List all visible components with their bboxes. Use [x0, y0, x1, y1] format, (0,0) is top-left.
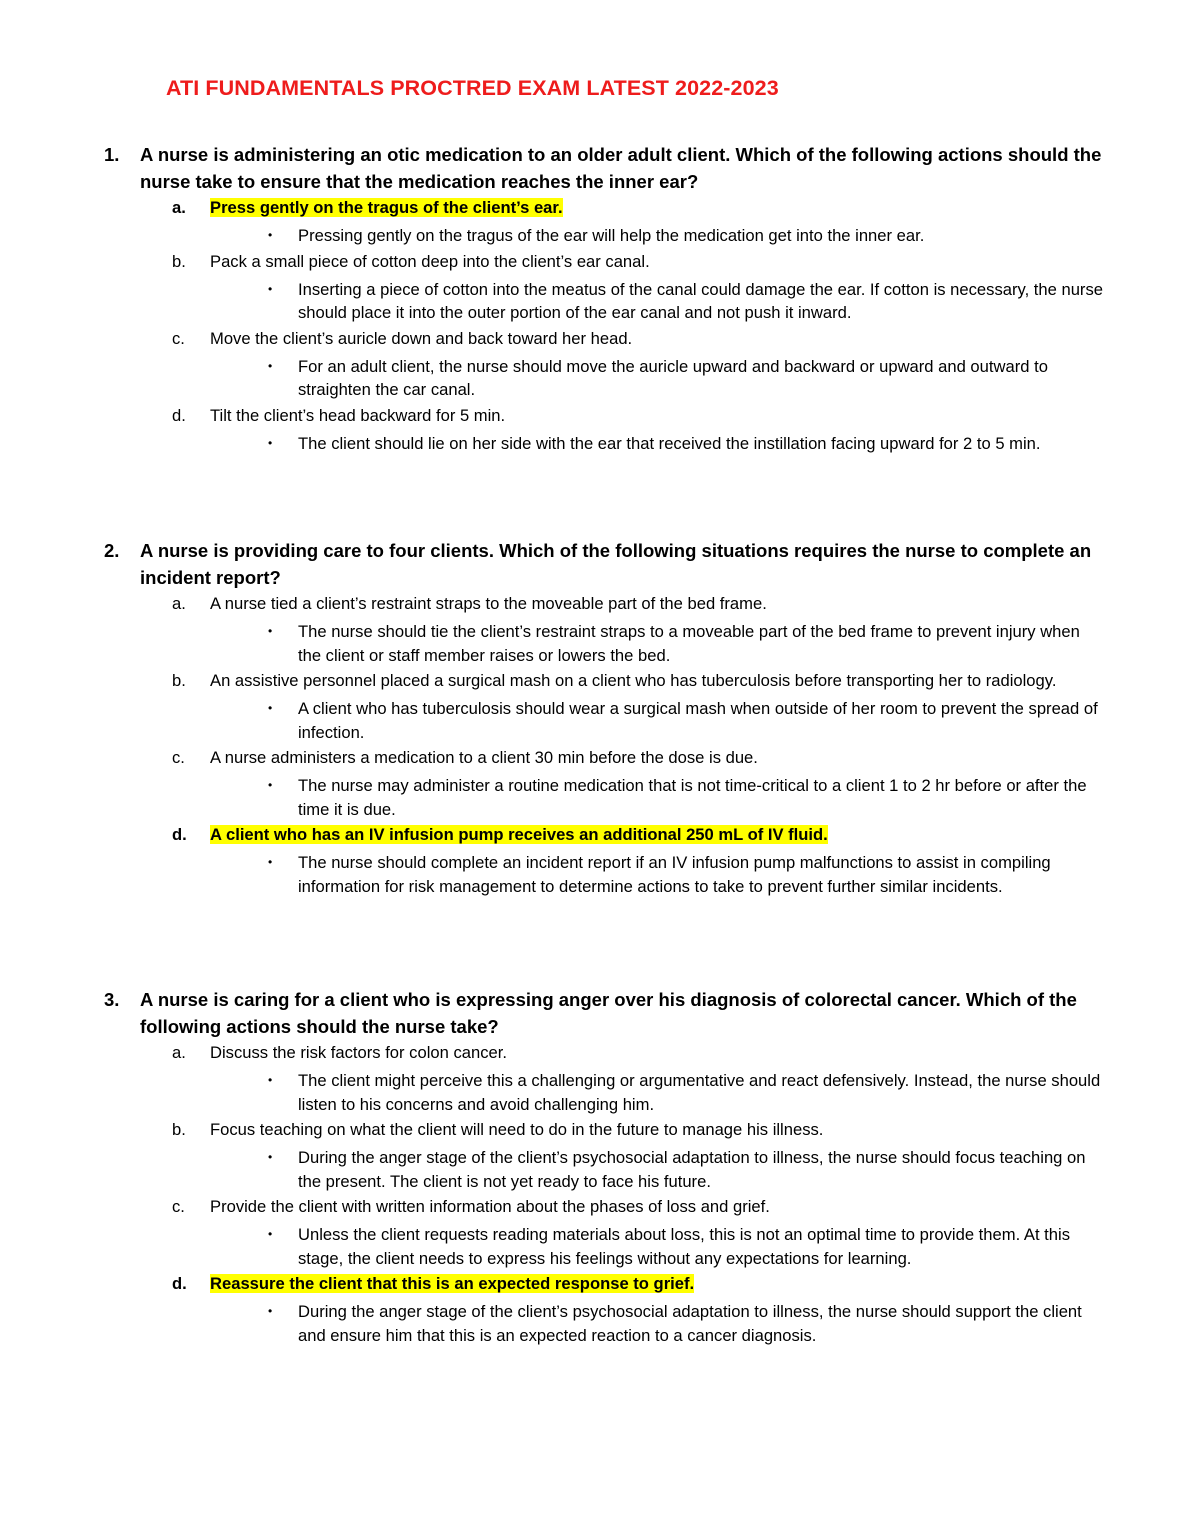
rationale-text: Pressing gently on the tragus of the ear will help the medication get into the inner ear. [298, 226, 925, 245]
option-d-correct [104, 1272, 1104, 1296]
option-d [104, 404, 1104, 428]
option-text: Focus teaching on what the client will need to do in the future to manage his illness. [210, 1120, 824, 1139]
option-d-correct [104, 823, 1104, 847]
rationale-text: Inserting a piece of cotton into the meatus of the canal could damage the ear. If cotton is necessary, the nurse should place it into the outer portion of the ear canal and not push it inward. [298, 279, 1103, 322]
option-text: Tilt the client’s head backward for 5 min. [210, 405, 506, 425]
option-text: A nurse tied a client’s restraint straps to the moveable part of the bed frame. [210, 594, 767, 613]
option-text: Pack a small piece of cotton deep into the client’s ear canal. [210, 251, 650, 271]
option-text: A client who has an IV infusion pump receives an additional 250 mL of IV fluid. [210, 825, 828, 844]
bullet-icon: • [268, 1227, 273, 1241]
bullet-icon: • [268, 1150, 273, 1164]
option-letter: c. [172, 748, 185, 767]
rationale-text: The nurse should tie the client’s restraint straps to a moveable part of the bed frame to prevent injury when the client or staff member raises or lowers the bed. [298, 622, 1080, 665]
option-a-correct [104, 196, 1104, 220]
rationale-text: The client might perceive this a challenging or argumentative and react defensively. Instead, the nurse should listen to his concerns and avoid challenging him. [298, 1071, 1101, 1114]
question-2 [104, 537, 1104, 900]
rationale-text: For an adult client, the nurse should move the auricle upward and backward or upward and outward to straighten the car canal. [298, 356, 1048, 399]
option-text: Press gently on the tragus of the client’s ear. [210, 198, 563, 217]
option-b [104, 250, 1104, 274]
question-1 [104, 141, 1104, 457]
rationale-text: The client should lie on her side with the ear that received the instillation facing upward for 2 to 5 min. [298, 433, 1041, 453]
option-letter: b. [172, 251, 186, 271]
bullet-icon: • [268, 624, 273, 638]
bullet-icon: • [268, 1073, 273, 1087]
question-number: 3. [104, 989, 120, 1010]
option-letter: b. [172, 1120, 186, 1139]
option-text: Reassure the client that this is an expected response to grief. [210, 1274, 695, 1293]
question-stem [104, 986, 1104, 1040]
option-letter: c. [172, 1197, 185, 1216]
rationale [104, 355, 1104, 402]
rationale [104, 774, 1104, 821]
question-text: A nurse is providing care to four clients. Which of the following situations requires the nurse to complete an incident report? [140, 540, 1092, 588]
bullet-icon: • [268, 778, 273, 792]
option-text: A nurse administers a medication to a client 30 min before the dose is due. [210, 748, 758, 767]
option-letter: d. [172, 405, 186, 425]
rationale-text: A client who has tuberculosis should wear a surgical mash when outside of her room to prevent the spread of infection. [298, 699, 1098, 742]
option-letter: b. [172, 671, 186, 690]
option-b [104, 1118, 1104, 1142]
question-text: A nurse is administering an otic medication to an older adult client. Which of the following actions should the nurse take to ensure that the medication reaches the inner ear? [140, 144, 1102, 192]
question-stem [104, 537, 1104, 591]
bullet-icon: • [268, 1304, 273, 1318]
question-stem [104, 141, 1104, 195]
question-3 [104, 986, 1104, 1349]
option-letter: d. [172, 1274, 187, 1293]
option-letter: a. [172, 198, 186, 217]
rationale-text: Unless the client requests reading materials about loss, this is not an optimal time to provide them. At this stage, the client needs to express his feelings without any expectations for learning. [298, 1225, 1070, 1268]
options-list [104, 1041, 1104, 1347]
option-text: Provide the client with written information about the phases of loss and grief. [210, 1197, 770, 1216]
option-text: Discuss the risk factors for colon cancer. [210, 1043, 507, 1062]
question-number: 2. [104, 540, 120, 561]
rationale [104, 432, 1104, 456]
bullet-icon: • [268, 281, 273, 296]
option-letter: c. [172, 328, 185, 348]
option-a [104, 592, 1104, 616]
rationale [104, 851, 1104, 898]
rationale [104, 697, 1104, 744]
rationale [104, 620, 1104, 667]
bullet-icon: • [268, 358, 273, 373]
rationale [104, 1146, 1104, 1193]
bullet-icon: • [268, 701, 273, 715]
rationale [104, 1223, 1104, 1270]
rationale-text: During the anger stage of the client’s psychosocial adaptation to illness, the nurse should focus teaching on the present. The client is not yet ready to face his future. [298, 1148, 1086, 1191]
question-number: 1. [104, 144, 120, 165]
option-letter: a. [172, 1043, 186, 1062]
option-text: An assistive personnel placed a surgical mash on a client who has tuberculosis before transporting her to radiology. [210, 671, 1057, 690]
document-title: ATI FUNDAMENTALS PROCTRED EXAM LATEST 2022-2023 [166, 76, 779, 100]
rationale [104, 1069, 1104, 1116]
rationale [104, 224, 1104, 248]
option-text: Move the client’s auricle down and back toward her head. [210, 328, 633, 348]
rationale-text: The nurse should complete an incident report if an IV infusion pump malfunctions to assist in compiling information for risk management to determine actions to take to prevent further similar incidents. [298, 853, 1051, 896]
rationale-text: During the anger stage of the client’s psychosocial adaptation to illness, the nurse should support the client and ensure him that this is an expected reaction to a cancer diagnosis. [298, 1302, 1082, 1345]
rationale [104, 1300, 1104, 1347]
bullet-icon: • [268, 855, 273, 869]
option-letter: d. [172, 825, 187, 844]
option-b [104, 669, 1104, 693]
bullet-icon: • [268, 435, 273, 450]
rationale-text: The nurse may administer a routine medication that is not time-critical to a client 1 to 2 hr before or after the time it is due. [298, 776, 1087, 819]
option-c [104, 746, 1104, 770]
option-a [104, 1041, 1104, 1065]
question-text: A nurse is caring for a client who is expressing anger over his diagnosis of colorectal cancer. Which of the following actions should the nurse take? [140, 989, 1077, 1037]
options-list [104, 196, 1104, 455]
option-letter: a. [172, 594, 186, 613]
bullet-icon: • [268, 228, 273, 242]
option-c [104, 1195, 1104, 1219]
option-c [104, 327, 1104, 351]
options-list [104, 592, 1104, 898]
rationale [104, 278, 1104, 325]
